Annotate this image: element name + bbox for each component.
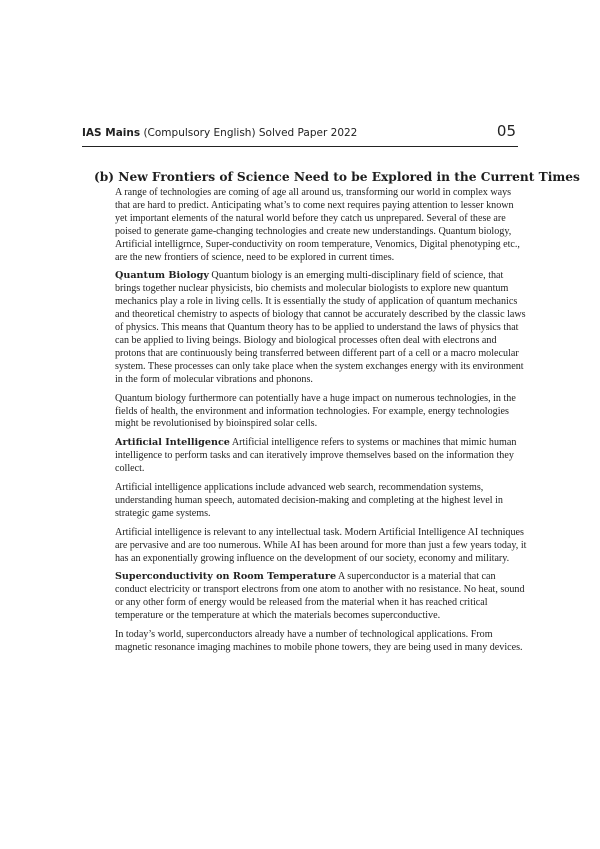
subheading-superconductivity: Superconductivity on Room Temperature	[115, 571, 337, 583]
paragraph-ai-relevance	[115, 527, 527, 566]
page-number: 05	[496, 122, 516, 140]
paragraph-superconductivity	[115, 571, 527, 623]
paragraph-artificial-intelligence	[115, 437, 527, 476]
article-body	[115, 187, 527, 661]
book-subtitle: (Compulsory English) Solved Paper 2022	[140, 127, 358, 139]
running-title	[82, 127, 357, 139]
paragraph-quantum-biology	[115, 270, 527, 386]
paragraph-ai-applications	[115, 482, 527, 521]
subheading-quantum-biology: Quantum Biology	[115, 270, 209, 282]
paragraph-text: In today’s world, superconductors already have a number of technological applications. From magnetic resonance imaging machines to mobile phone towers, they are being used in many devices.	[115, 629, 523, 653]
paragraph-text: Artificial intelligence is relevant to any intellectual task. Modern Artificial Intelligence AI techniques are pervasive and are too numerous. While AI has been around for more than just a few years today, it has an exponentially growing influence on the development of our society, economy and military.	[115, 526, 527, 564]
paragraph-text: Quantum biology is an emerging multi-disciplinary field of science, that brings together nuclear physicists, bio chemists and molecular biologists to explore new quantum mechanics play a role in living cells. It is essentially the study of application of quantum mechanics and theoretical chemistry to aspects of biology that cannot be accurately described by the classic laws of physics. This means that Quantum theory has to be applied to understand the laws of physics that can be applied to living beings. Biology and biological processes often deal with electrons and protons that are continuously being transferred between different part of a cell or a macro molecular system. These processes can only take place when the system exchanges energy with its environment in the form of molecular vibrations and phonons.	[115, 270, 526, 385]
paragraph-superconductor-uses	[115, 629, 527, 655]
paragraph-text: Artificial intelligence applications include advanced web search, recommendation systems, understanding human speech, automated decision-making and completing at the highest level in strategic game systems.	[115, 482, 503, 519]
book-title: IAS Mains	[82, 127, 141, 139]
page-header	[82, 124, 518, 147]
paragraph-text: A superconductor is a material that can conduct electricity or transport electrons from one atom to another with no resistance. No heat, sound or any other form of energy would be released from the material when it has reached critical temperature or the temperature at which the materials becomes superconductive.	[115, 571, 525, 622]
subheading-artificial-intelligence: Artificial Intelligence	[115, 437, 230, 449]
paragraph-text: A range of technologies are coming of age all around us, transforming our world in complex ways that are hard to predict. Anticipating what’s to come next requires paying attention to lesser known yet important elements of the natural world before they catch us unprepared. Several of these are poised to generate game-changing technologies and create new understandings. Quantum biology, Artificial intelligrnce, Super-conductivity on room temperature, Venomics, Digital phenotyping etc., are the new frontiers of science, need to be explored in current times.	[115, 187, 520, 263]
paragraph-text: Artificial intelligence refers to systems or machines that mimic human intelligence to perform tasks and can iteratively improve themselves based on the information they collect.	[115, 437, 517, 475]
section-heading: (b) New Frontiers of Science Need to be Explored in the Current Times	[94, 170, 580, 184]
paragraph-text: Quantum biology furthermore can potentially have a huge impact on numerous technologies, in the fields of health, the environment and information technologies. For example, energy technologies might be revolutionised by bioinspired solar cells.	[115, 392, 516, 430]
paragraph-intro	[115, 187, 527, 264]
paragraph-quantum-impact	[115, 393, 527, 432]
